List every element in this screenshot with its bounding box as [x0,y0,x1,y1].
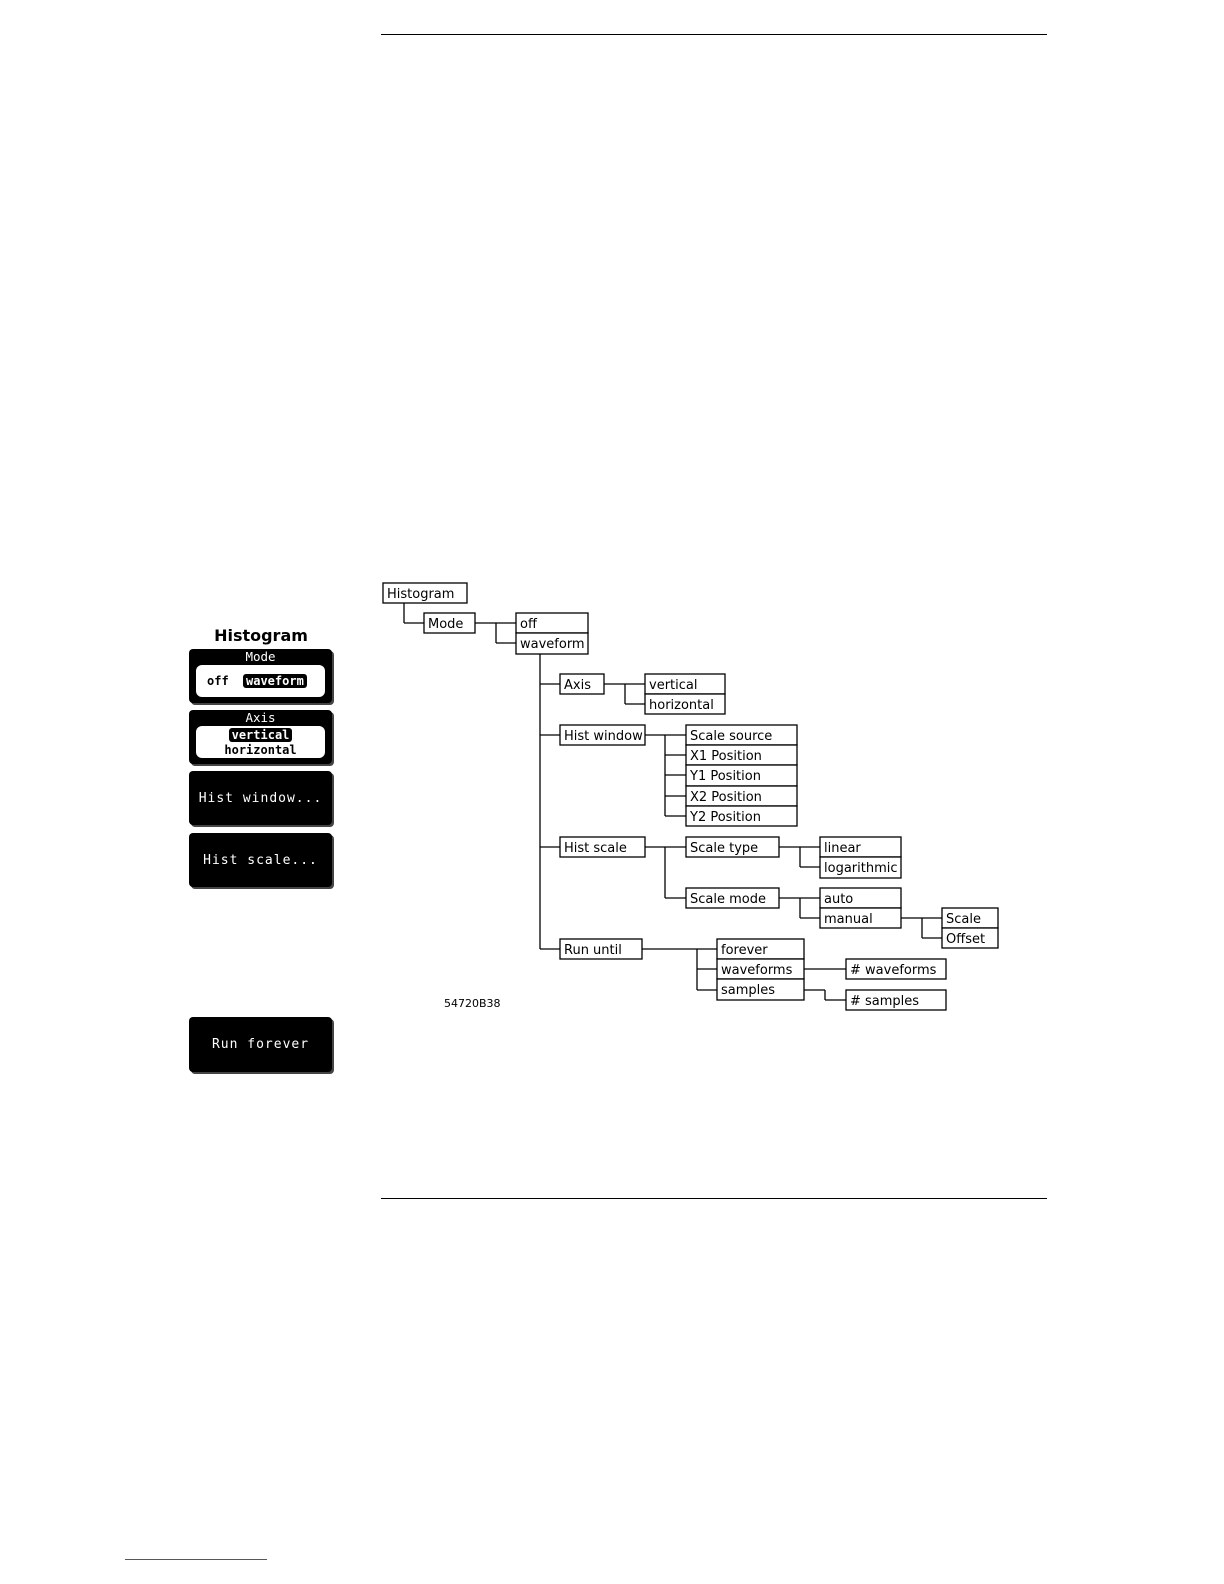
run-forever-label: Run forever [211,1037,310,1052]
svg-text:forever: forever [721,943,768,958]
svg-text:Offset: Offset [946,932,986,947]
svg-text:horizontal: horizontal [649,698,714,713]
node-hist-window [560,725,645,745]
svg-text:Mode: Mode [428,617,464,632]
node-x2-position [686,786,797,806]
svg-text:X2 Position: X2 Position [690,790,762,805]
node-mode [424,613,475,633]
svg-text:# samples: # samples [850,994,920,1009]
svg-text:Scale: Scale [946,912,981,927]
svg-text:waveform: waveform [520,637,585,652]
hist-scale-label: Hist scale... [203,853,318,868]
svg-text:Scale mode: Scale mode [690,892,766,907]
hist-window-label: Hist window... [198,791,323,806]
node-manual [820,908,901,928]
node-scale-type [686,837,779,857]
node-x1-position [686,745,797,765]
svg-text:Axis: Axis [564,678,591,693]
svg-text:manual: manual [824,912,873,927]
svg-text:auto: auto [824,892,854,907]
svg-text:Hist scale: Hist scale [564,841,627,856]
svg-text:# waveforms: # waveforms [850,963,937,978]
node-mode-waveform [516,633,588,654]
node-mode-off [516,613,588,633]
mode-softkey-label: Mode [245,649,276,664]
bottom-rule [381,1198,1047,1199]
svg-text:Histogram: Histogram [387,587,455,602]
sidebar-title: Histogram [214,626,308,645]
svg-text:Hist window: Hist window [564,729,643,744]
figure-id: 54720B38 [444,997,501,1010]
node-samples [717,979,804,1000]
svg-text:Y1 Position: Y1 Position [690,769,761,784]
node-waveforms [717,959,804,979]
node-forever [717,939,804,959]
footnote-rule [125,1559,267,1560]
node-scale-mode [686,888,779,908]
axis-option-vertical: vertical [229,728,293,742]
axis-softkey-label: Axis [245,710,276,725]
node-offset [942,928,998,948]
svg-text:X1 Position: X1 Position [690,749,762,764]
mode-option-waveform: waveform [243,674,307,688]
mode-option-off: off [207,674,229,688]
svg-text:off: off [520,617,537,632]
node-auto [820,888,901,908]
node-samples-count [846,990,946,1010]
svg-text:Y2 Position: Y2 Position [690,810,761,825]
node-histogram [383,583,467,603]
node-axis-horizontal [645,694,725,714]
node-axis [560,674,604,694]
node-y1-position [686,765,797,786]
svg-text:samples: samples [721,983,776,998]
svg-text:Scale source: Scale source [690,729,773,744]
node-waveforms-count [846,959,946,979]
svg-text:Run until: Run until [564,943,622,958]
node-hist-scale [560,837,645,857]
tree-connectors [404,603,942,1000]
axis-option-horizontal: horizontal [224,743,297,757]
svg-text:logarithmic: logarithmic [824,861,898,876]
svg-text:Scale type: Scale type [690,841,759,856]
node-linear [820,837,901,857]
svg-text:waveforms: waveforms [721,963,793,978]
node-y2-position [686,806,797,826]
node-logarithmic [820,857,901,878]
svg-text:vertical: vertical [649,678,698,693]
node-run-until [560,939,642,959]
node-axis-vertical [645,674,725,694]
svg-text:linear: linear [824,841,861,856]
node-scale [942,908,998,928]
node-scale-source [686,725,797,745]
